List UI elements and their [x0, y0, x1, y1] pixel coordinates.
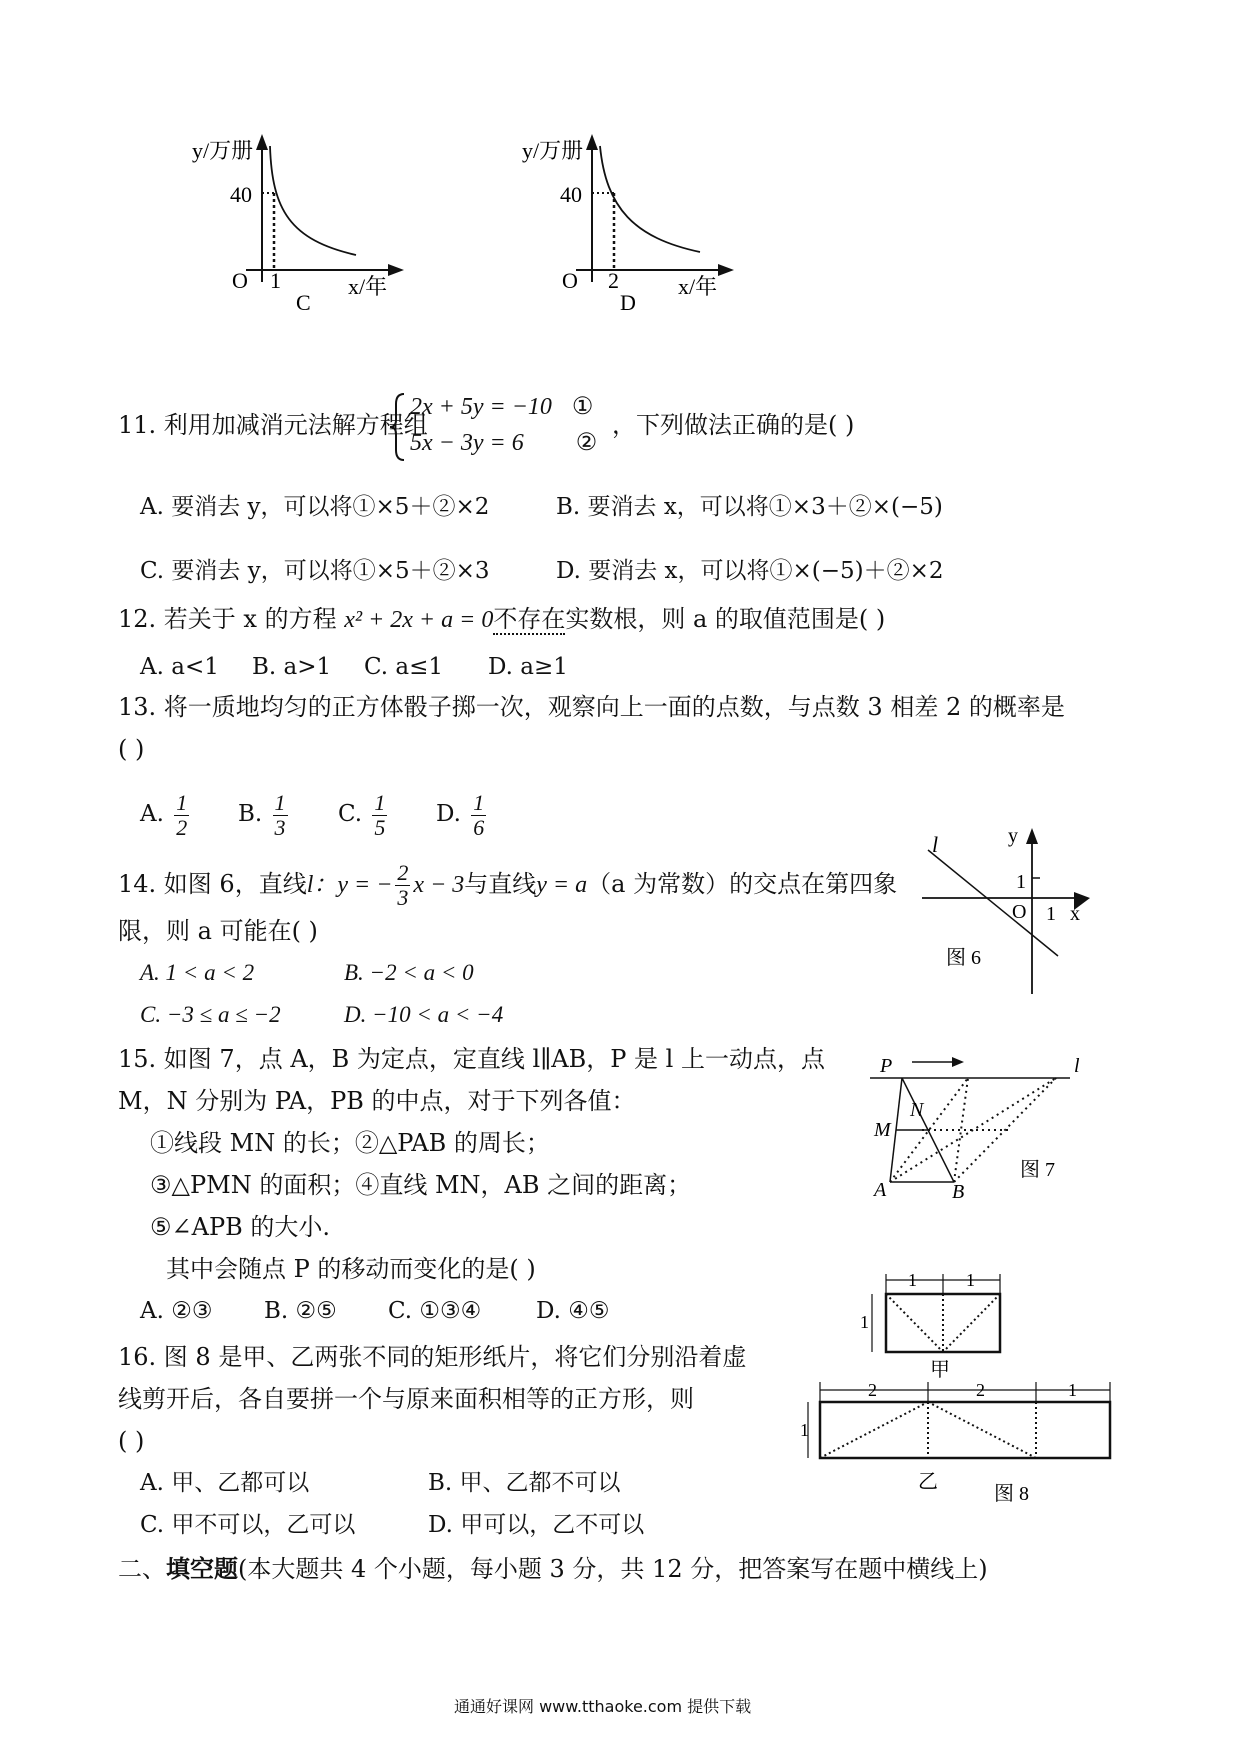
fig7-a: A [874, 1179, 887, 1201]
page-footer: 通通好课网 www.tthaoke.com 提供下载 [454, 1697, 752, 1716]
fig6-x: x [1070, 903, 1080, 925]
fig7-b: B [952, 1181, 965, 1203]
q12-stem [118, 604, 885, 635]
q16-option-a: A. 甲、乙都可以 [140, 1470, 310, 1496]
q14-option-a: A. 1 < a < 2 [140, 960, 255, 985]
fig6-one-x: 1 [1046, 903, 1056, 925]
q11-option-c: C. 要消去 y，可以将①×5＋②×3 [140, 558, 490, 584]
q13-stem: 13. 将一质地均匀的正方体骰子掷一次，观察向上一面的点数，与点数 3 相差 2 的概率是 [118, 693, 1065, 721]
frac-den: 2 [176, 814, 188, 840]
q11-stem-after: ，下列做法正确的是( ) [612, 411, 855, 439]
graph-d-ylabel: y/万册 [522, 138, 584, 163]
q12-equation: x² + 2x + a = 0 [344, 607, 494, 633]
frac-num: 1 [176, 789, 188, 815]
q11-eq2 [410, 428, 597, 458]
figure-7 [860, 1050, 1100, 1203]
q11-option-b: B. 要消去 x，可以将①×3＋②×(−5) [556, 494, 943, 520]
frac-den: 5 [374, 814, 386, 840]
q13-option-d-label: D. [436, 801, 461, 827]
fig8-yi: 乙 [918, 1471, 938, 1493]
q12-option-b: B. a>1 [252, 654, 332, 680]
fig6-l: l [932, 832, 939, 857]
graph-d-ytick: 40 [560, 182, 582, 207]
q12-stem-after: 实数根，则 a 的取值范围是( ) [565, 605, 886, 633]
q14-stem-b: 与直线 [464, 870, 537, 898]
graph-c-caption: C [296, 290, 311, 315]
fig6-origin: O [1012, 901, 1027, 923]
section2-title: 填空题 [166, 1554, 238, 1583]
graph-d-origin: O [562, 268, 578, 293]
q12-option-a: A. a<1 [140, 654, 219, 680]
q14-frac [395, 861, 410, 910]
fig7-m: M [874, 1119, 891, 1141]
frac-num: 1 [274, 789, 286, 815]
q14-stem-line2: 限，则 a 可能在( ) [118, 917, 318, 945]
graph-d-xtick: 2 [608, 268, 619, 293]
q13-option-a-frac [174, 791, 189, 840]
q13-option-c [338, 786, 390, 842]
q13-option-a-label: A. [140, 801, 164, 827]
graph-c-origin: O [232, 268, 248, 293]
q14-stem-line1 [118, 856, 897, 913]
frac-num: 1 [473, 789, 485, 815]
frac-num: 1 [374, 789, 386, 815]
q15-option-c: C. ①③④ [388, 1298, 482, 1324]
section2-prefix: 二、 [118, 1555, 166, 1583]
fig8-jia: 甲 [930, 1359, 950, 1381]
graph-d-caption: D [620, 290, 636, 315]
q15-option-a: A. ②③ [140, 1298, 213, 1324]
q11-option-d: D. 要消去 x，可以将①×(−5)＋②×2 [556, 558, 944, 584]
q13-option-d [436, 786, 489, 842]
q13-paren: ( ) [118, 735, 145, 763]
fig8-caption: 图 8 [994, 1483, 1029, 1505]
q11-eq2-tag: ② [575, 430, 598, 456]
figure-8 [800, 1270, 1120, 1520]
q13-option-b-frac [273, 791, 288, 840]
frac-num: 2 [397, 860, 409, 885]
q11-stem [118, 410, 428, 440]
q12-emphasis: 不存在 [493, 605, 566, 633]
q15-line1: 15. 如图 7，点 A，B 为定点，定直线 l∥AB，P 是 l 上一动点，点 [118, 1045, 825, 1073]
frac-den: 3 [397, 885, 409, 910]
q16-line3: ( ) [118, 1427, 145, 1455]
q13-option-b-label: B. [238, 801, 263, 827]
q16-option-b: B. 甲、乙都不可以 [428, 1470, 621, 1496]
q12-option-d: D. a≥1 [488, 654, 568, 680]
fig8-jia-one-a: 1 [908, 1270, 917, 1290]
q14-eq-suffix: x − 3 [413, 872, 465, 898]
fig7-n: N [910, 1099, 924, 1121]
q13-option-b [238, 786, 291, 842]
q15-line4: ③△PMN 的面积；④直线 MN，AB 之间的距离； [150, 1171, 692, 1199]
frac-den: 6 [473, 814, 485, 840]
q15-line5: ⑤∠APB 的大小. [150, 1213, 330, 1241]
q14-eq-prefix: ：y = − [313, 872, 393, 898]
fig7-p: P [880, 1055, 893, 1077]
q11-stem-before: 11. 利用加减消元法解方程组 [118, 411, 428, 439]
q14-stem-a: 14. 如图 6，直线 [118, 870, 307, 898]
fig8-jia-one-side: 1 [860, 1312, 869, 1332]
q14-option-c: C. −3 ≤ a ≤ −2 [140, 1002, 281, 1027]
figure-6 [912, 820, 1102, 1000]
q11-eq2-text: 5x − 3y = 6 [410, 430, 524, 456]
graph-d [522, 130, 770, 350]
q11-eq1 [410, 392, 593, 422]
fig8-yi-one-side: 1 [800, 1420, 809, 1440]
q13-option-a [140, 786, 192, 842]
graph-d-xlabel: x/年 [678, 274, 718, 299]
q16-line1: 16. 图 8 是甲、乙两张不同的矩形纸片，将它们分别沿着虚 [118, 1343, 747, 1371]
fig6-one-y: 1 [1016, 871, 1026, 893]
fig8-yi-two-a: 2 [868, 1380, 877, 1400]
q14-line-name: l [306, 872, 314, 898]
q14-option-d: D. −10 < a < −4 [344, 1002, 504, 1027]
q16-line2: 线剪开后，各自要拼一个与原来面积相等的正方形，则 [118, 1385, 694, 1413]
q16-option-d: D. 甲可以，乙不可以 [428, 1512, 645, 1538]
q14-option-b: B. −2 < a < 0 [344, 960, 474, 985]
fig8-jia-one-b: 1 [966, 1270, 975, 1290]
q15-line3: ①线段 MN 的长；②△PAB 的周长； [150, 1129, 550, 1157]
q11-eq1-tag: ① [571, 394, 594, 420]
q12-stem-before: 12. 若关于 x 的方程 [118, 605, 337, 633]
fig6-y: y [1008, 825, 1018, 847]
q15-line6: 其中会随点 P 的移动而变化的是( ) [166, 1255, 536, 1283]
graph-c-ylabel: y/万册 [192, 138, 254, 163]
fig7-l: l [1074, 1055, 1080, 1077]
section2-note: (本大题共 4 个小题，每小题 3 分，共 12 分，把答案写在题中横线上) [238, 1555, 988, 1583]
fig8-yi-one-top: 1 [1068, 1380, 1077, 1400]
q13-option-d-frac [471, 791, 486, 840]
q13-option-c-frac [372, 791, 387, 840]
fig8-yi-two-b: 2 [976, 1380, 985, 1400]
fig7-caption: 图 7 [1020, 1159, 1055, 1181]
q11-brace [388, 392, 408, 462]
graph-c-xlabel: x/年 [348, 274, 388, 299]
q12-option-c: C. a≤1 [364, 654, 444, 680]
frac-den: 3 [274, 814, 286, 840]
q11-eq1-text: 2x + 5y = −10 [410, 394, 552, 420]
q16-option-c: C. 甲不可以，乙可以 [140, 1512, 356, 1538]
q13-option-c-label: C. [338, 801, 363, 827]
graph-c-ytick: 40 [230, 182, 252, 207]
q14-line2: y = a [536, 872, 588, 898]
fig6-caption: 图 6 [946, 947, 981, 969]
section2-heading [118, 1554, 988, 1584]
q14-stem-c: （a 为常数）的交点在第四象 [587, 870, 898, 898]
q11-option-a: A. 要消去 y，可以将①×5＋②×2 [140, 494, 490, 520]
q15-option-b: B. ②⑤ [264, 1298, 337, 1324]
q15-option-d: D. ④⑤ [536, 1298, 610, 1324]
graph-c [192, 130, 440, 350]
q15-line2: M，N 分别为 PA，PB 的中点，对于下列各值： [118, 1087, 636, 1115]
graph-c-xtick: 1 [270, 268, 281, 293]
